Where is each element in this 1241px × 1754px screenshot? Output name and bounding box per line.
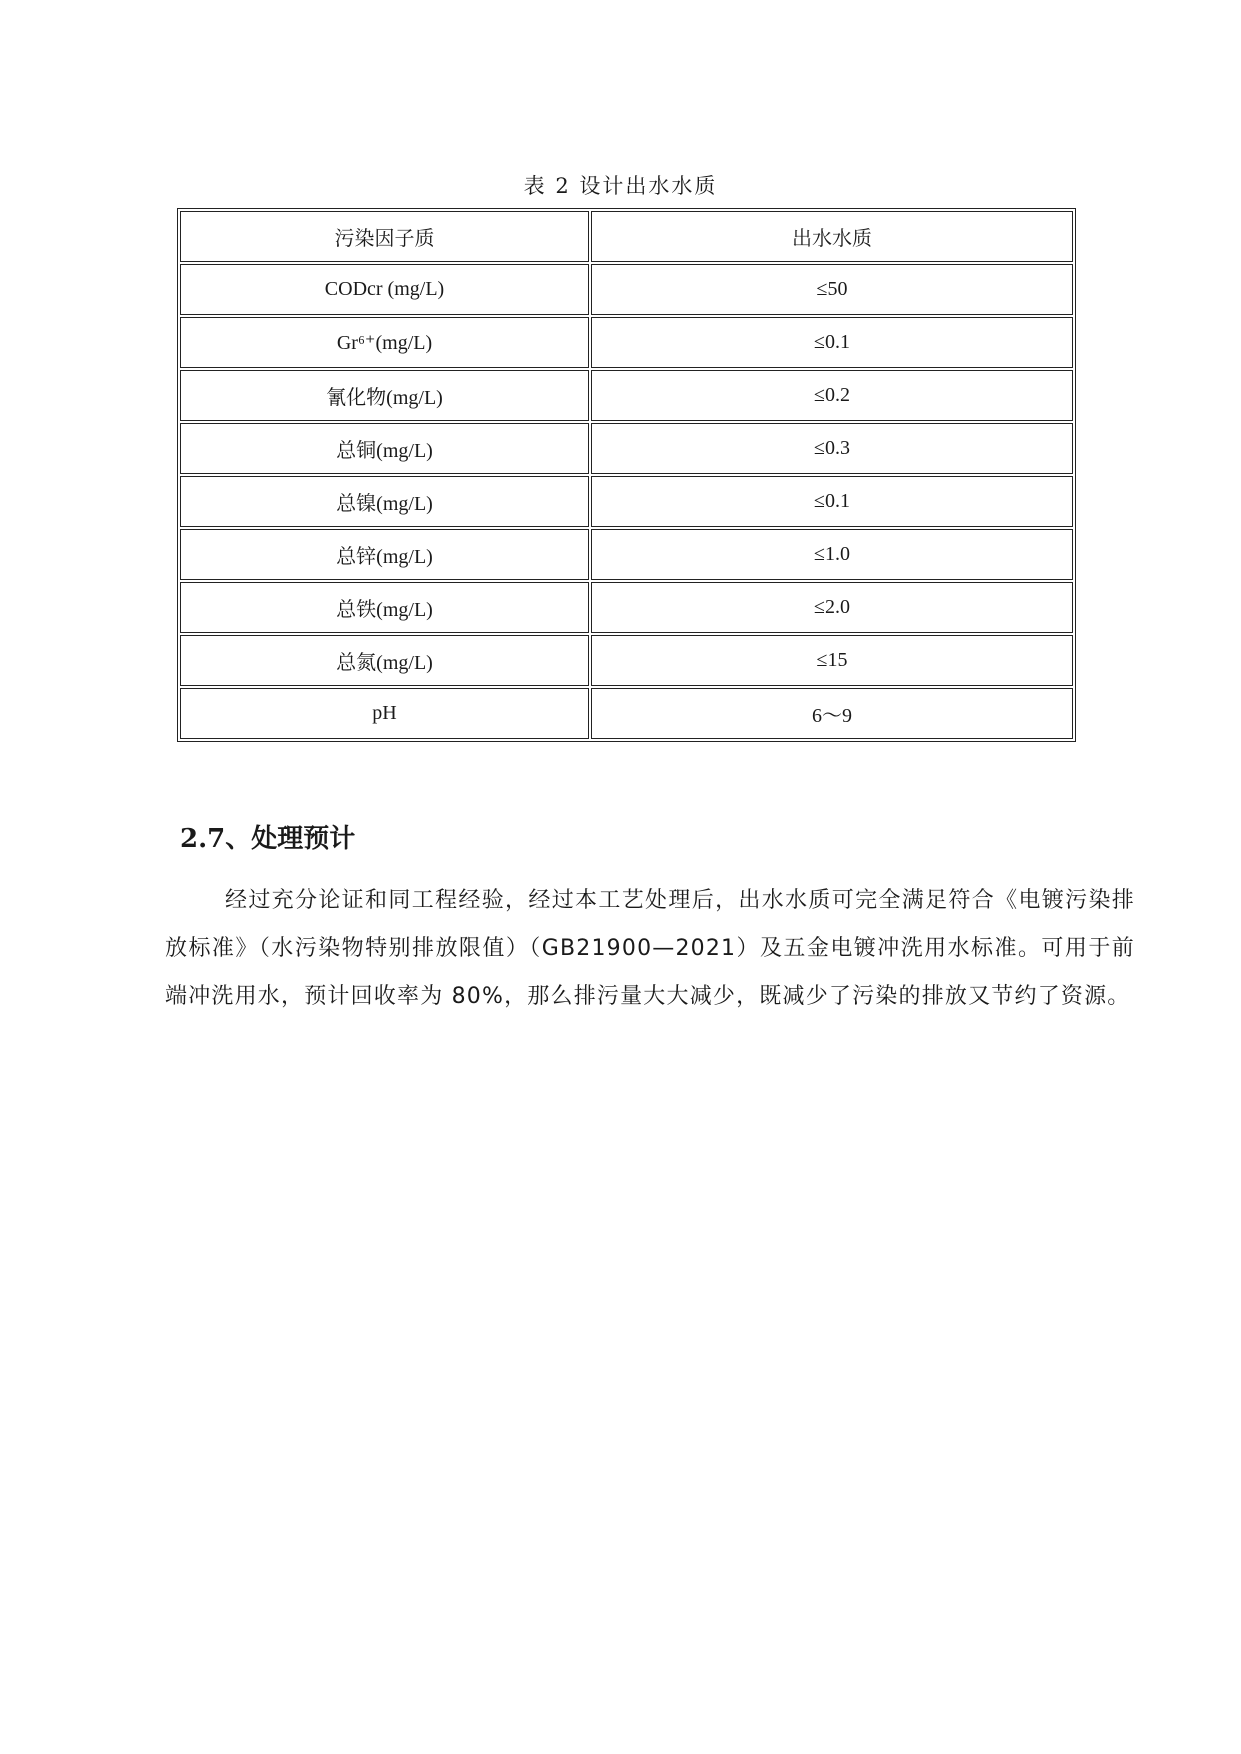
factor-cell: 总锌(mg/L) bbox=[180, 529, 589, 580]
factor-cell: Gr⁶⁺(mg/L) bbox=[180, 317, 589, 368]
factor-cell: pH bbox=[180, 688, 589, 739]
value-cell: ≤1.0 bbox=[591, 529, 1073, 580]
value-cell: ≤0.2 bbox=[591, 370, 1073, 421]
water-quality-table-container bbox=[177, 208, 1072, 742]
factor-cell: 总氮(mg/L) bbox=[180, 635, 589, 686]
factor-cell: CODcr (mg/L) bbox=[180, 264, 589, 315]
value-cell: ≤50 bbox=[591, 264, 1073, 315]
value-cell: ≤0.1 bbox=[591, 476, 1073, 527]
table-row bbox=[180, 529, 1073, 580]
table-row bbox=[180, 317, 1073, 368]
table-row bbox=[180, 635, 1073, 686]
table-row bbox=[180, 582, 1073, 633]
table-row bbox=[180, 370, 1073, 421]
factor-cell: 总铁(mg/L) bbox=[180, 582, 589, 633]
value-cell: ≤2.0 bbox=[591, 582, 1073, 633]
table-caption: 表 2 设计出水水质 bbox=[523, 174, 718, 198]
value-cell: 6～9 bbox=[591, 688, 1073, 739]
body-paragraph: 经过充分论证和同工程经验，经过本工艺处理后，出水水质可完全满足符合《电镀污染排放标准》（水污染物特别排放限值）（GB21900—2021）及五金电镀冲洗用水标准。可用于前端冲洗用水，预计回收率为 80%，那么排污量大大减少，既减少了污染的排放又节约了资源。 bbox=[165, 888, 1135, 1009]
table-row bbox=[180, 264, 1073, 315]
value-cell: ≤15 bbox=[591, 635, 1073, 686]
water-quality-table bbox=[177, 208, 1076, 742]
table-row bbox=[180, 476, 1073, 527]
value-cell: ≤0.3 bbox=[591, 423, 1073, 474]
factor-cell: 总铜(mg/L) bbox=[180, 423, 589, 474]
column-header-factor: 污染因子质 bbox=[180, 211, 589, 262]
table-row bbox=[180, 688, 1073, 739]
factor-cell: 氰化物(mg/L) bbox=[180, 370, 589, 421]
section-heading: 2.7、处理预计 bbox=[180, 824, 356, 854]
factor-cell: 总镍(mg/L) bbox=[180, 476, 589, 527]
column-header-effluent: 出水水质 bbox=[591, 211, 1073, 262]
table-row bbox=[180, 423, 1073, 474]
value-cell: ≤0.1 bbox=[591, 317, 1073, 368]
table-header-row bbox=[180, 211, 1073, 262]
